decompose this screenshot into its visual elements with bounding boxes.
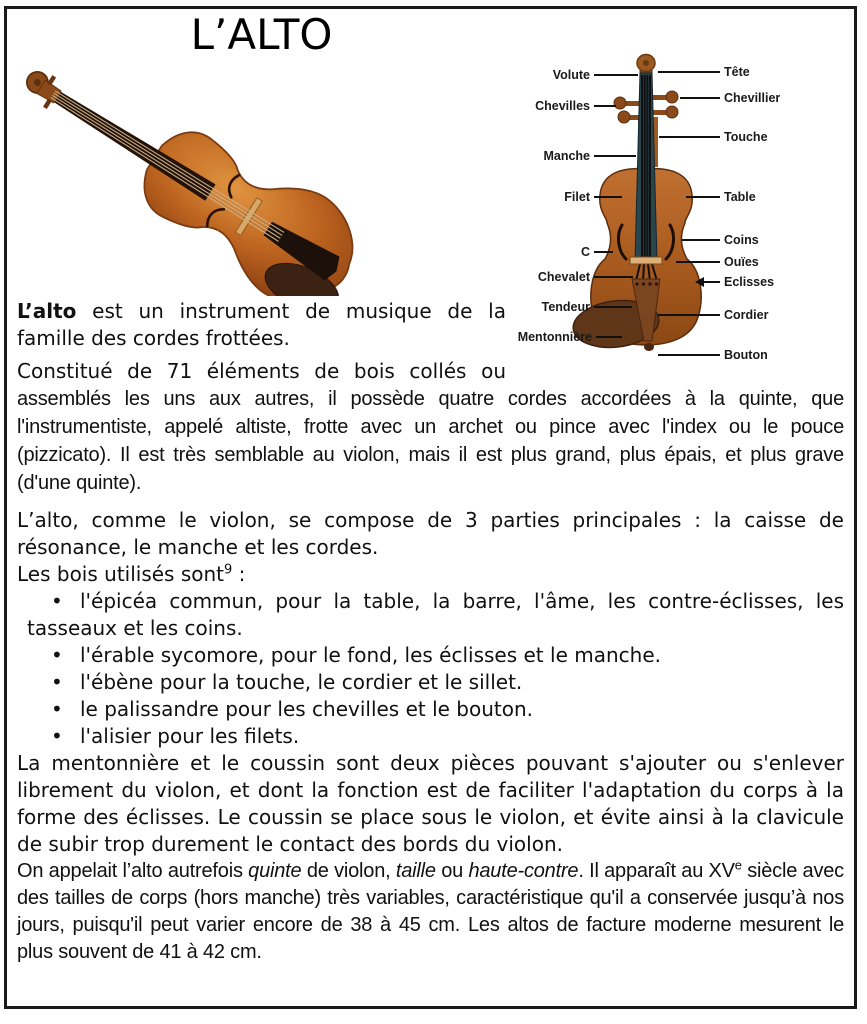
diagram-label-chevalet: Chevalet (537, 270, 590, 284)
paragraph-chinrest: La mentonnière et le coussin sont deux pièces pouvant s'ajouter ou s'enlever librement du violon, et dont la fonction est de faciliter l'adaptation du corps à la forme des éclisses. Le coussin se place sous le violon, et évite ainsi à la clavicule de subir trop durement le contact des bords du violon. (17, 751, 844, 856)
paragraph-construction (17, 358, 844, 497)
woods-lead-text: Les bois utilisés sont (17, 562, 225, 586)
paragraph-parts: L’alto, comme le violon, se compose de 3 parties principales : la caisse de résonance, le manche et les cordes. (17, 508, 844, 559)
viola-photo (17, 63, 400, 296)
diagram-label-cordier: Cordier (724, 308, 769, 322)
diagram-label-chevillier: Chevillier (724, 91, 781, 105)
diagram-label-volute: Volute (552, 68, 590, 82)
list-item-text: le palissandre pour les chevilles et le bouton. (80, 697, 534, 721)
diagram-label-table: Table (724, 190, 756, 204)
history-text: ou (435, 860, 469, 882)
diagram-label-filet: Filet (564, 190, 590, 204)
paragraph-woods-lead (17, 561, 844, 588)
list-item-text: l'épicéa commun, pour la table, la barre, l'âme, les contre-éclisses, les tasseaux et les coins. (27, 589, 844, 640)
bullet-icon: • (51, 724, 63, 748)
woods-lead-colon: : (232, 562, 246, 586)
bullet-icon: • (51, 670, 63, 694)
list-item (17, 588, 844, 642)
paragraph-history (17, 858, 844, 966)
intro-bold-term: L’alto (17, 299, 77, 323)
diagram-label-manche: Manche (543, 149, 590, 163)
diagram-label-mentonniere: Mentonnière (517, 330, 592, 344)
construction-lead: Constitué de 71 éléments de bois collés ou (17, 359, 506, 383)
woods-list (17, 588, 844, 750)
century-superscript: e (734, 857, 742, 873)
list-item-text: l'ébène pour la touche, le cordier et le sillet. (80, 670, 523, 694)
list-item (17, 642, 844, 669)
page-title: L’ALTO (190, 10, 333, 59)
history-text: . Il apparaît au XV (578, 860, 735, 882)
footnote-ref: 9 (224, 562, 233, 578)
viola-photo-drawing (17, 63, 384, 296)
diagram-label-touche: Touche (724, 130, 768, 144)
construction-body: assemblés les uns aux autres, il possède quatre cordes accordées à la quinte, que l'instrumentiste, appelé altiste, frotte avec un archet ou pince avec l'index ou le pouce (pizzicato). Il est très semblable au violon, mais il est plus grand, plus épais, et plus grave (d'une quinte). (17, 388, 844, 494)
diagram-label-tendeur: Tendeur (541, 300, 590, 314)
diagram-label-eclisses: Eclisses (724, 275, 775, 289)
diagram-label-tete: Tête (724, 65, 750, 79)
list-item (17, 696, 844, 723)
list-item (17, 669, 844, 696)
violin-diagram-image (512, 9, 844, 363)
history-italic: haute-contre (468, 860, 579, 882)
list-item (17, 723, 844, 750)
list-item-text: l'alisier pour les filets. (80, 724, 300, 748)
diagram-label-c: C (580, 245, 590, 259)
violin-front-view (571, 55, 702, 353)
list-item-text: l'érable sycomore, pour le fond, les éclisses et le manche. (80, 643, 661, 667)
bullet-icon: • (51, 589, 63, 613)
history-italic: taille (395, 860, 436, 882)
diagram-label-ouies: Ouïes (724, 255, 759, 269)
diagram-label-chevilles: Chevilles (535, 99, 590, 113)
bullet-icon: • (51, 643, 63, 667)
bullet-icon: • (51, 697, 63, 721)
intro-rest: est un instrument de musique de la famille des cordes frottées. (17, 299, 506, 350)
diagram-label-bouton: Bouton (724, 348, 768, 362)
history-text: de violon, (301, 860, 396, 882)
diagram-label-coins: Coins (724, 233, 759, 247)
history-text: On appelait l’alto autrefois (17, 860, 249, 882)
document-page (4, 6, 857, 1009)
history-italic: quinte (248, 860, 302, 882)
history-text: siècle avec des tailles de corps (hors manche) très variables, caractéristique qu'il a conservée jusqu’à nos jours, puisqu'il peut varier encore de 38 à 45 cm. Les altos de facture moderne mesurent le plus souvent de 41 à 42 cm. (17, 860, 844, 963)
